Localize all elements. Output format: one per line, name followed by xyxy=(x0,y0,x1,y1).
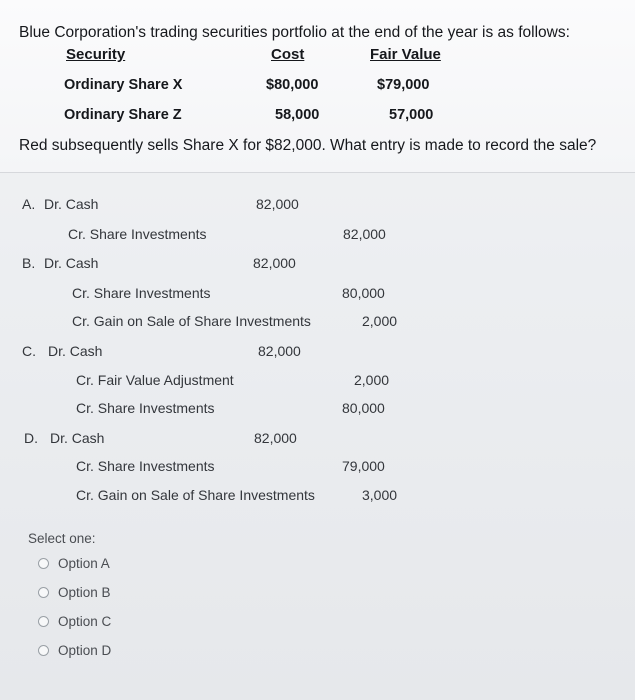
option-c-credit-1-amount: 2,000 xyxy=(354,372,390,388)
answer-option-c-label[interactable]: Option C xyxy=(58,614,112,629)
radio-button-icon[interactable] xyxy=(38,645,49,656)
header-cost: Cost xyxy=(271,46,305,63)
answer-option-b[interactable] xyxy=(38,585,111,600)
option-c-credit-2: Cr. Share Investments xyxy=(76,400,215,416)
option-b-debit: Dr. Cash xyxy=(44,255,99,271)
option-d-debit-amount: 82,000 xyxy=(254,430,297,446)
option-a-credit-1-amount: 82,000 xyxy=(343,226,386,242)
answer-option-a[interactable] xyxy=(38,556,110,571)
answer-option-b-label[interactable]: Option B xyxy=(58,585,111,600)
option-a-debit: Dr. Cash xyxy=(44,196,99,212)
option-b-debit-amount: 82,000 xyxy=(253,255,296,271)
option-d-credit-2-amount: 3,000 xyxy=(362,487,398,503)
option-d-letter: D. xyxy=(24,430,38,446)
option-c-credit-2-amount: 80,000 xyxy=(342,400,385,416)
option-d-credit-1: Cr. Share Investments xyxy=(76,458,215,474)
answer-option-a-label[interactable]: Option A xyxy=(58,556,110,571)
header-security: Security xyxy=(66,46,126,63)
question-prompt: Red subsequently sells Share X for $82,000. What entry is made to record the sale? xyxy=(19,137,597,154)
row2-fair-value: 57,000 xyxy=(389,107,434,123)
answer-option-d[interactable] xyxy=(38,643,111,658)
radio-button-icon[interactable] xyxy=(38,558,49,569)
option-a-letter: A. xyxy=(22,196,36,212)
option-b-credit-2-amount: 2,000 xyxy=(362,313,398,329)
answer-option-d-label[interactable]: Option D xyxy=(58,643,112,658)
row2-cost: 58,000 xyxy=(275,107,320,123)
option-c-debit-amount: 82,000 xyxy=(258,343,301,359)
option-d-credit-2: Cr. Gain on Sale of Share Investments xyxy=(76,487,315,503)
question-intro: Blue Corporation's trading securities portfolio at the end of the year is as follows: xyxy=(19,24,570,41)
row1-cost: $80,000 xyxy=(266,77,319,93)
option-b-credit-2: Cr. Gain on Sale of Share Investments xyxy=(72,313,311,329)
option-b-letter: B. xyxy=(22,255,36,271)
option-b-credit-1: Cr. Share Investments xyxy=(72,285,211,301)
select-one-label: Select one: xyxy=(28,531,96,546)
answer-option-c[interactable] xyxy=(38,614,111,629)
row2-security: Ordinary Share Z xyxy=(64,107,182,123)
row1-security: Ordinary Share X xyxy=(64,77,183,93)
option-b-credit-1-amount: 80,000 xyxy=(342,285,385,301)
row1-fair-value: $79,000 xyxy=(377,77,430,93)
radio-button-icon[interactable] xyxy=(38,587,49,598)
option-d-credit-1-amount: 79,000 xyxy=(342,458,385,474)
option-c-letter: C. xyxy=(22,343,36,359)
option-a-credit-1: Cr. Share Investments xyxy=(68,226,207,242)
radio-button-icon[interactable] xyxy=(38,616,49,627)
header-fair-value: Fair Value xyxy=(370,46,441,63)
option-a-debit-amount: 82,000 xyxy=(256,196,299,212)
option-c-credit-1: Cr. Fair Value Adjustment xyxy=(76,372,234,388)
option-d-debit: Dr. Cash xyxy=(50,430,105,446)
option-c-debit: Dr. Cash xyxy=(48,343,103,359)
